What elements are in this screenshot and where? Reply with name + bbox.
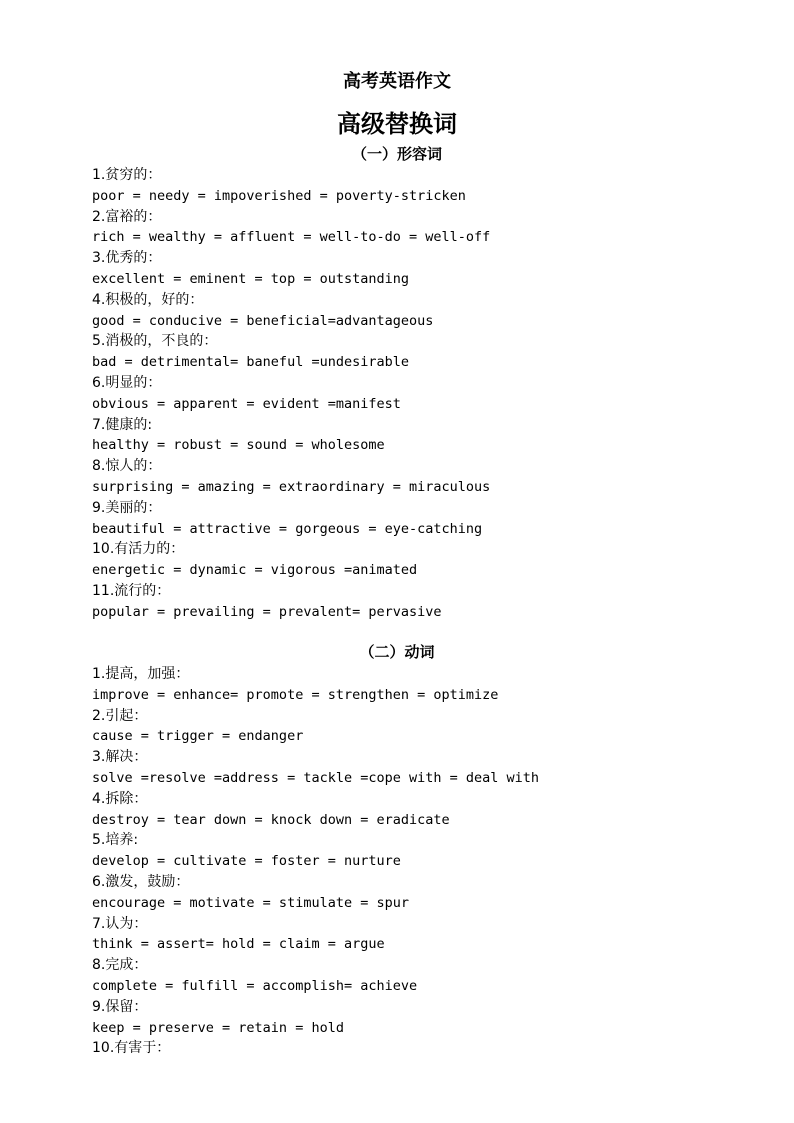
list-item [92,1038,732,1059]
entry-words: good = conducive = beneficial=advantageous [92,312,434,329]
entry-label: 9.保留： [92,998,148,1015]
entry-words: develop = cultivate = foster = nurture [92,853,401,870]
entry-words: complete = fulfill = accomplish= achieve [92,977,418,994]
entry-label: 7.认为： [92,915,148,932]
adjectives-list [92,165,732,623]
entry-label: 8.完成： [92,957,148,974]
entry-label: 2.富裕的： [92,208,162,225]
list-item [92,581,732,623]
list-item [92,955,732,997]
list-item [92,248,732,290]
list-item [92,539,732,581]
entry-label: 1.提高，加强： [92,666,190,682]
entry-label: 10.有害于： [92,1040,171,1057]
document-title: 高考英语作文 [343,71,451,92]
entry-words: rich = wealthy = affluent = well-to-do = well-off [92,229,491,246]
section-heading-verbs: （二）动词 [359,643,435,661]
entry-words: keep = preserve = retain = hold [92,1019,344,1036]
entry-words: surprising = amazing = extraordinary = miraculous [92,478,491,495]
entry-label: 2.引起： [92,707,148,724]
document-subtitle: 高级替换词 [337,110,457,138]
list-item [92,207,732,249]
entry-words: popular = prevailing = prevalent= pervasive [92,603,442,620]
entry-label: 9.美丽的： [92,499,162,516]
entry-label: 4.拆除： [92,790,148,807]
entry-words: energetic = dynamic = vigorous =animated [92,562,418,579]
list-item [92,747,732,789]
list-item [92,456,732,498]
entry-label: 11.流行的： [92,582,171,599]
list-item [92,706,732,748]
entry-words: encourage = motivate = stimulate = spur [92,894,409,911]
entry-words: improve = enhance= promote = strengthen = optimize [92,686,499,703]
entry-label: 10.有活力的： [92,541,185,558]
list-item [92,165,732,207]
list-item [92,415,732,457]
verbs-list [92,664,732,1059]
entry-label: 5.培养: [92,832,139,849]
entry-words: destroy = tear down = knock down = eradicate [92,811,450,828]
entry-words: solve =resolve =address = tackle =cope with = deal with [92,769,540,786]
list-item [92,373,732,415]
entry-label: 1.贫穷的： [92,167,162,183]
entry-label: 3.优秀的： [92,250,162,267]
entry-words: obvious = apparent = evident =manifest [92,395,401,412]
entry-label: 5.消极的，不良的： [92,333,218,350]
list-item [92,789,732,831]
entry-label: 8.惊人的： [92,458,162,475]
entry-label: 6.激发，鼓励： [92,873,190,890]
list-item [92,290,732,332]
entry-words: think = assert= hold = claim = argue [92,936,385,953]
list-item [92,914,732,956]
entry-label: 6.明显的： [92,374,162,391]
section-heading-adjectives: （一）形容词 [351,145,442,163]
list-item [92,830,732,872]
entry-words: poor = needy = impoverished = poverty-stricken [92,187,466,204]
entry-words: bad = detrimental= baneful =undesirable [92,354,409,371]
entry-label: 4.积极的，好的： [92,291,204,308]
list-item [92,664,732,706]
list-item [92,872,732,914]
entry-words: beautiful = attractive = gorgeous = eye-catching [92,520,483,537]
list-item [92,498,732,540]
entry-words: excellent = eminent = top = outstanding [92,270,409,287]
entry-words: cause = trigger = endanger [92,728,304,745]
entry-label: 7.健康的: [92,416,153,433]
list-item [92,331,732,373]
list-item [92,997,732,1039]
entry-words: healthy = robust = sound = wholesome [92,437,385,454]
entry-label: 3.解决： [92,749,148,766]
